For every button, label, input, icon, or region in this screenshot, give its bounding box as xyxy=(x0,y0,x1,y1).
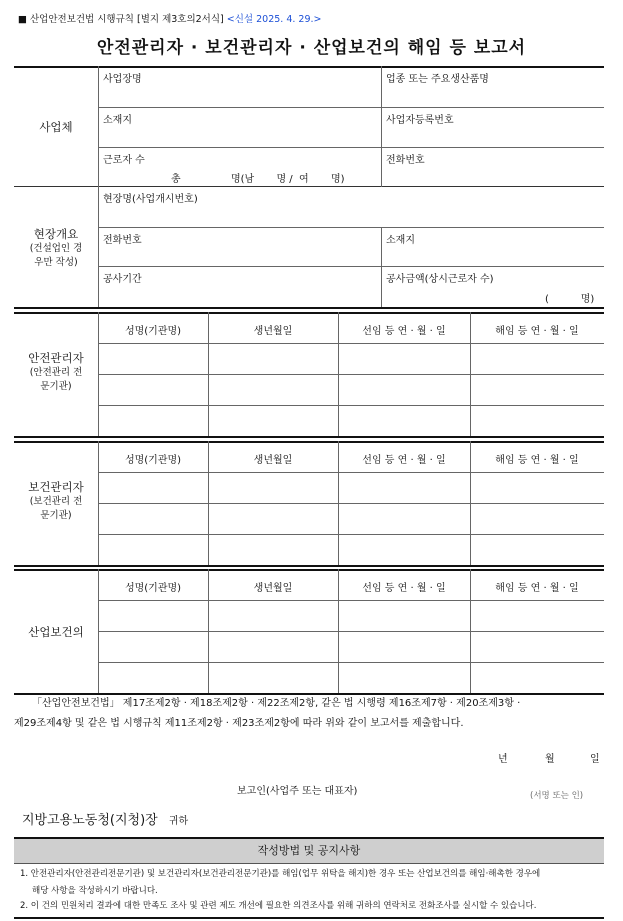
business-section-label: 사업체 xyxy=(39,120,73,134)
recipient-line xyxy=(22,809,188,828)
health-col-appointed: 선임 등 연 · 월 · 일 xyxy=(362,455,446,466)
site-section-label xyxy=(14,226,98,270)
site-phone-label: 전화번호 xyxy=(103,235,142,246)
form-reference xyxy=(18,11,321,25)
site-address-label: 소재지 xyxy=(386,235,415,246)
health-col-dismissed: 해임 등 연 · 월 · 일 xyxy=(495,455,579,466)
business-reg-label: 사업자등록번호 xyxy=(386,115,454,126)
safety-section-label xyxy=(14,350,98,394)
safety-col-name: 성명(기관명) xyxy=(124,326,182,337)
doctor-col-birth: 생년월일 xyxy=(253,583,293,594)
doctor-section-label: 산업보건의 xyxy=(28,625,84,639)
workers-label: 근로자 수 xyxy=(103,155,145,166)
notes-title: 작성방법 및 공지사항 xyxy=(14,837,604,864)
site-section-note: (건설업인 경우만 작성) xyxy=(29,243,83,268)
site-period-label: 공사기간 xyxy=(103,274,142,285)
note-1: 1. 안전관리자(안전관리전문기관) 및 보건관리자(보건관리전문기관)를 해임(업무 위탁을 해지)한 경우 또는 산업보건의를 해임·해촉한 경우에 xyxy=(20,869,541,879)
safety-col-birth: 생년월일 xyxy=(253,326,293,337)
safety-col-dismissed: 해임 등 연 · 월 · 일 xyxy=(495,326,579,337)
doctor-col-dismissed: 해임 등 연 · 월 · 일 xyxy=(495,583,579,594)
new-tag: <신설 2025. 4. 29.> xyxy=(226,14,322,25)
health-col-name: 성명(기관명) xyxy=(124,455,182,466)
form-ref-text: ■ 산업안전보건법 시행규칙 [별지 제3호의2서식] xyxy=(18,14,224,25)
workers-breakdown: 명(남 명 / 여 명) xyxy=(231,174,345,185)
workers-total: 총 xyxy=(171,174,181,185)
note-2: 2. 이 건의 민원처리 결과에 대한 만족도 조사 및 관련 제도 개선에 필요한 의견조사를 위해 귀하의 연락처로 전화조사를 실시할 수 있습니다. xyxy=(20,901,537,911)
reporter-label: 보고인(사업주 또는 대표자) xyxy=(237,786,358,797)
recipient-suffix: 귀하 xyxy=(168,816,189,827)
page-title: 안전관리자 · 보건관리자 · 산업보건의 해임 등 보고서 xyxy=(96,38,527,58)
statement-line-2: 제29조제4항 및 같은 법 시행규칙 제11조제2항 · 제23조제2항에 따라 위와 같이 보고서를 제출합니다. xyxy=(14,718,464,729)
site-name-label: 현장명(사업개시번호) xyxy=(103,194,198,205)
note-1-cont: 해당 사항을 작성하시기 바랍니다. xyxy=(32,886,158,896)
safety-col-appointed: 선임 등 연 · 월 · 일 xyxy=(362,326,446,337)
industry-label: 업종 또는 주요생산품명 xyxy=(386,74,489,85)
date-month: 월 xyxy=(545,754,555,765)
date-year: 년 xyxy=(498,754,508,765)
health-section-title: 보건관리자 xyxy=(28,480,84,494)
site-amount-unit: ( 명) xyxy=(545,294,595,305)
site-amount-label: 공사금액(상시근로자 수) xyxy=(386,274,494,285)
statement-line-1: 「산업안전보건법」 제17조제2항 · 제18조제2항 · 제22조제2항, 같은 법 시행령 제16조제7항 · 제20조제3항 · xyxy=(32,698,521,709)
doctor-col-name: 성명(기관명) xyxy=(124,583,182,594)
signature-label: (서명 또는 인) xyxy=(530,791,584,801)
recipient: 지방고용노동청(지청)장 xyxy=(22,813,158,828)
safety-section-note: (안전관리 전문기관) xyxy=(29,367,83,392)
business-phone-label: 전화번호 xyxy=(386,155,425,166)
health-section-note: (보건관리 전문기관) xyxy=(29,496,83,521)
doctor-col-appointed: 선임 등 연 · 월 · 일 xyxy=(362,583,446,594)
site-section-title: 현장개요 xyxy=(33,227,79,241)
health-col-birth: 생년월일 xyxy=(253,455,293,466)
business-name-label: 사업장명 xyxy=(103,74,142,85)
business-address-label: 소재지 xyxy=(103,115,132,126)
health-section-label xyxy=(14,479,98,523)
safety-section-title: 안전관리자 xyxy=(28,351,84,365)
date-day: 일 xyxy=(590,754,600,765)
